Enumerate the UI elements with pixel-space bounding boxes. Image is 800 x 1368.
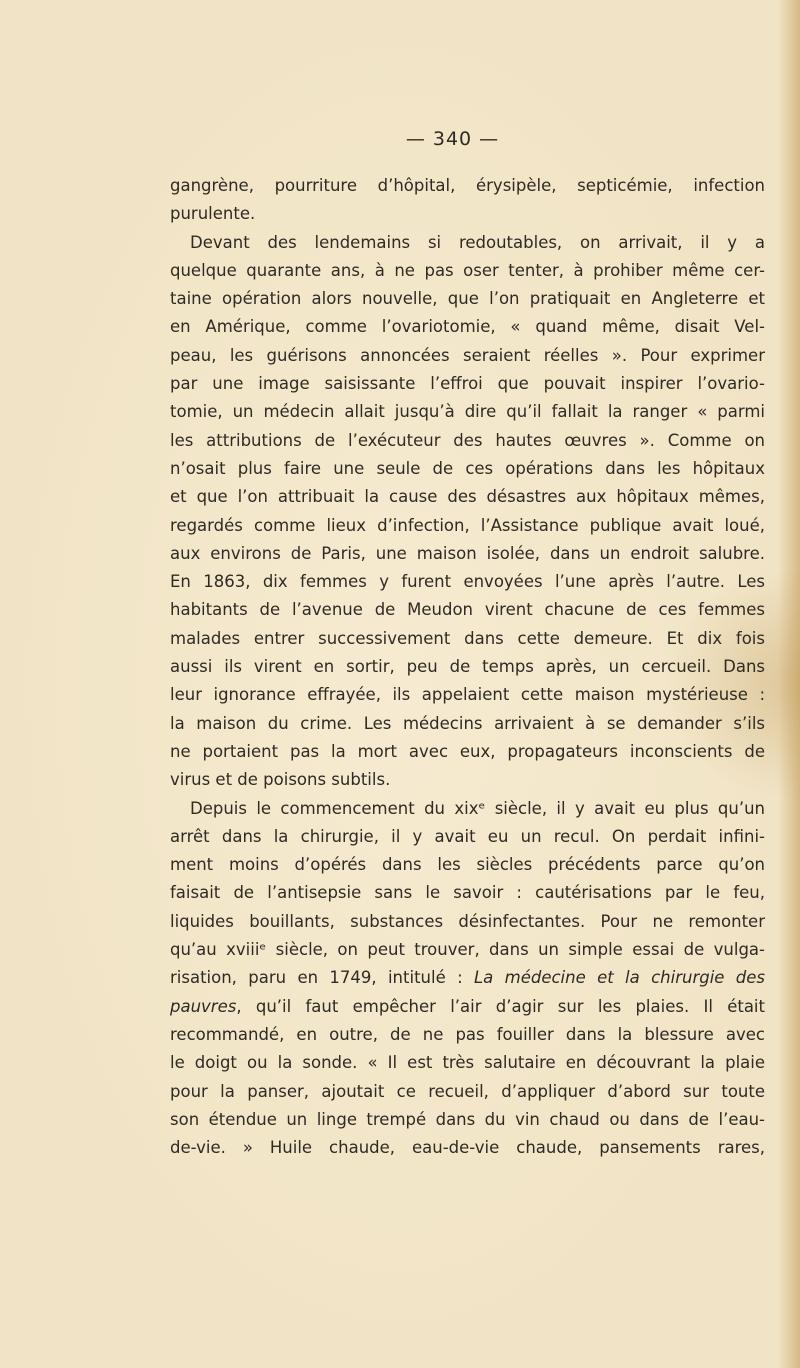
text-line: aussi ils virent en sortir, peu de temps après, un cercueil. Dans bbox=[170, 657, 765, 677]
text-line: liquides bouillants, substances désinfectantes. Pour ne remonter bbox=[170, 911, 765, 931]
text-line: ment moins d’opérés dans les siècles précédents parce qu’on bbox=[170, 855, 765, 875]
text-line: purulente. bbox=[170, 204, 256, 224]
book-page bbox=[170, 128, 765, 1162]
text-line: gangrène, pourriture d’hôpital, érysipèle, septicémie, infection bbox=[170, 176, 765, 195]
page-edge-shadow bbox=[778, 0, 800, 1368]
book-title-italic: pauvres bbox=[170, 996, 237, 1016]
text-line: qu’au xviiiᵉ siècle, on peut trouver, dans un simple essai de vulga- bbox=[170, 940, 765, 960]
text-line: taine opération alors nouvelle, que l’on pratiquait en Angleterre et bbox=[170, 289, 765, 309]
book-title-italic: La médecine et la chirurgie des bbox=[473, 968, 766, 988]
page-number: — 340 — bbox=[405, 128, 500, 150]
text-line bbox=[170, 964, 765, 992]
text-line: recommandé, en outre, de ne pas fouiller dans la blessure avec bbox=[170, 1024, 765, 1044]
text-line: En 1863, dix femmes y furent envoyées l’une après l’autre. Les bbox=[170, 572, 765, 592]
text-line: malades entrer successivement dans cette demeure. Et dix fois bbox=[170, 628, 765, 648]
text-line: virus et de poisons subtils. bbox=[170, 770, 391, 790]
text-line: tomie, un médecin allait jusqu’à dire qu’il fallait la ranger « parmi bbox=[170, 402, 765, 422]
body-text bbox=[170, 172, 765, 1162]
text-line: faisait de l’antisepsie sans le savoir : cautérisations par le feu, bbox=[170, 883, 765, 903]
text-line: et que l’on attribuait la cause des désastres aux hôpitaux mêmes, bbox=[170, 487, 765, 507]
text-line: le doigt ou la sonde. « Il est très salutaire en découvrant la plaie bbox=[170, 1053, 765, 1073]
text-line: en Amérique, comme l’ovariotomie, « quand même, disait Vel- bbox=[170, 317, 765, 337]
text-line: quelque quarante ans, à ne pas oser tenter, à prohiber même cer- bbox=[170, 260, 765, 280]
text-line bbox=[170, 993, 765, 1021]
text-line: par une image saisissante l’effroi que pouvait inspirer l’ovario- bbox=[170, 374, 765, 394]
text-line: de-vie. » Huile chaude, eau-de-vie chaude, pansements rares, bbox=[170, 1138, 765, 1158]
text-line: ne portaient pas la mort avec eux, propagateurs inconscients de bbox=[170, 741, 765, 761]
text-line: peau, les guérisons annoncées seraient réelles ». Pour exprimer bbox=[170, 345, 765, 365]
text-line: Devant des lendemains si redoutables, on arrivait, il y a bbox=[190, 232, 765, 252]
text-line: arrêt dans la chirurgie, il y avait eu un recul. On perdait infini- bbox=[170, 826, 765, 846]
text-line: aux environs de Paris, une maison isolée, dans un endroit salubre. bbox=[170, 543, 765, 563]
text-line: pour la panser, ajoutait ce recueil, d’appliquer d’abord sur toute bbox=[170, 1081, 765, 1101]
text-run: , qu’il faut empêcher l’air d’agir sur les plaies. Il était bbox=[236, 996, 765, 1016]
text-line: regardés comme lieux d’infection, l’Assistance publique avait loué, bbox=[170, 515, 765, 535]
text-line: Depuis le commencement du xixᵉ siècle, il y avait eu plus qu’un bbox=[190, 798, 765, 818]
text-line: habitants de l’avenue de Meudon virent chacune de ces femmes bbox=[170, 600, 765, 620]
text-line: leur ignorance effrayée, ils appelaient cette maison mystérieuse : bbox=[170, 685, 765, 705]
text-line: n’osait plus faire une seule de ces opérations dans les hôpitaux bbox=[170, 458, 765, 478]
text-run: risation, paru en 1749, intitulé : bbox=[170, 968, 474, 988]
text-line: son étendue un linge trempé dans du vin chaud ou dans de l’eau- bbox=[170, 1109, 765, 1129]
text-line: la maison du crime. Les médecins arrivaient à se demander s’ils bbox=[170, 713, 765, 733]
text-line: les attributions de l’exécuteur des hautes œuvres ». Comme on bbox=[170, 430, 765, 450]
